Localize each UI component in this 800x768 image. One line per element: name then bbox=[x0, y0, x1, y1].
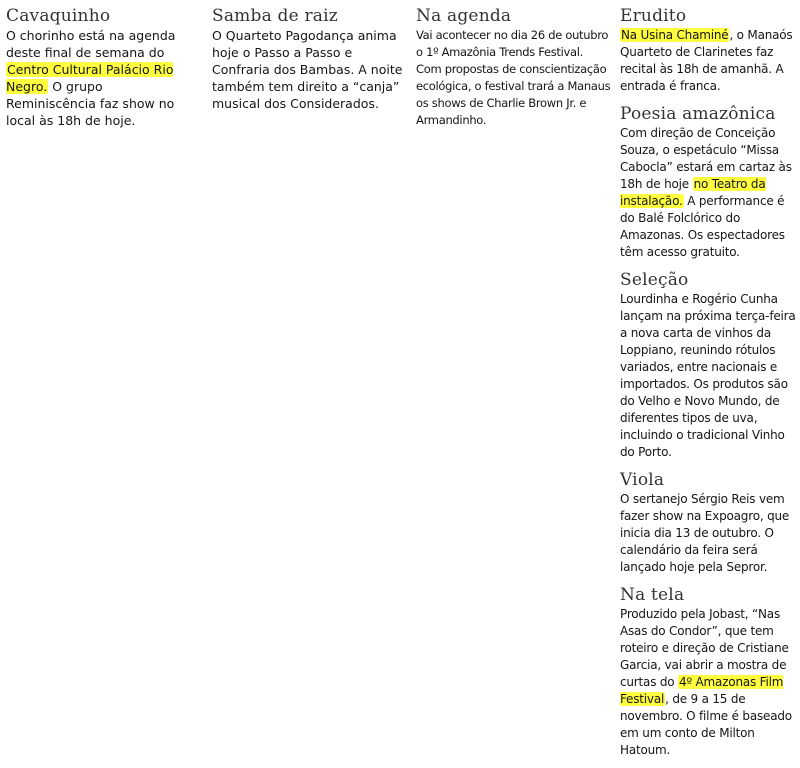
news-item bbox=[212, 6, 407, 112]
news-item-body bbox=[620, 125, 798, 261]
body-text-segment: O sertanejo Sérgio Reis vem fazer show na Expoagro, que inicia dia 13 de outubro. O calendário da feira será lançado hoje pela Sepror. bbox=[620, 492, 790, 574]
news-item-heading: Na agenda bbox=[416, 6, 512, 26]
news-item-body bbox=[6, 27, 196, 129]
body-text-segment: Com direção de Conceição Souza, o espetáculo “Missa Cabocla” estará em cartaz às 18h de hoje bbox=[620, 126, 792, 191]
news-item-heading: Erudito bbox=[620, 6, 687, 26]
news-item-heading: Poesia amazônica bbox=[620, 104, 776, 124]
body-text-segment: O chorinho está na agenda deste final de semana do bbox=[6, 28, 176, 60]
news-item-heading: Viola bbox=[620, 470, 665, 490]
news-item-heading: Seleção bbox=[620, 270, 689, 290]
news-item-body bbox=[620, 27, 798, 95]
news-item bbox=[416, 6, 611, 129]
news-item bbox=[620, 104, 798, 261]
news-item-body bbox=[416, 27, 611, 129]
news-column-1 bbox=[6, 6, 196, 138]
news-item-heading: Samba de raiz bbox=[212, 6, 338, 26]
news-item bbox=[620, 6, 798, 95]
news-column-3 bbox=[416, 6, 611, 138]
body-text-segment: A performance é do Balé Folclórico do Amazonas. Os espectadores têm acesso gratuito. bbox=[620, 194, 785, 259]
body-text-segment: O Quarteto Pagodança anima hoje o Passo a Passo e Confraria dos Bambas. A noite também tem direito a “canja” musical dos Considerados. bbox=[212, 28, 403, 111]
news-item bbox=[620, 470, 798, 576]
highlighted-venue: no Teatro da instalação. bbox=[620, 177, 766, 208]
news-item-body bbox=[620, 606, 798, 759]
news-column-4 bbox=[620, 6, 798, 768]
news-item bbox=[620, 270, 798, 461]
news-item-body bbox=[212, 27, 407, 112]
news-item-heading: Na tela bbox=[620, 585, 685, 605]
news-column-2 bbox=[212, 6, 407, 121]
highlighted-venue: Centro Cultural Palácio Rio Negro. bbox=[6, 62, 174, 94]
body-text-segment: Produzido pela Jobast, “Nas Asas do Condor”, que tem roteiro e direção de Cristiane Garcia, vai abrir a mostra de curtas do bbox=[620, 607, 789, 689]
news-item bbox=[6, 6, 196, 129]
news-item-body bbox=[620, 491, 798, 576]
body-text-segment: Vai acontecer no dia 26 de outubro o 1º Amazônia Trends Festival. Com propostas de conscientização ecológica, o festival trará a Manaus os shows de Charlie Brown Jr. e Armandinho. bbox=[416, 28, 611, 127]
news-item-heading: Cavaquinho bbox=[6, 6, 111, 26]
news-item-body bbox=[620, 291, 798, 461]
body-text-segment: Lourdinha e Rogério Cunha lançam na próxima terça-feira a nova carta de vinhos da Loppiano, reunindo rótulos variados, entre nacionais e importados. Os produtos são do Velho e Novo Mundo, de diferentes tipos de uva, incluindo o tradicional Vinho do Porto. bbox=[620, 292, 796, 459]
body-text-segment: , o Manaós Quarteto de Clarinetes faz recital às 18h de amanhã. A entrada é franca. bbox=[620, 28, 793, 93]
news-item bbox=[620, 585, 798, 759]
body-text-segment: O grupo Reminiscência faz show no local às 18h de hoje. bbox=[6, 79, 175, 128]
highlighted-venue: Na Usina Chaminé bbox=[621, 28, 729, 42]
body-text-segment: , de 9 a 15 de novembro. O filme é baseado em um conto de Milton Hatoum. bbox=[620, 692, 792, 757]
highlighted-venue: 4º Amazonas Film Festival bbox=[620, 675, 784, 706]
